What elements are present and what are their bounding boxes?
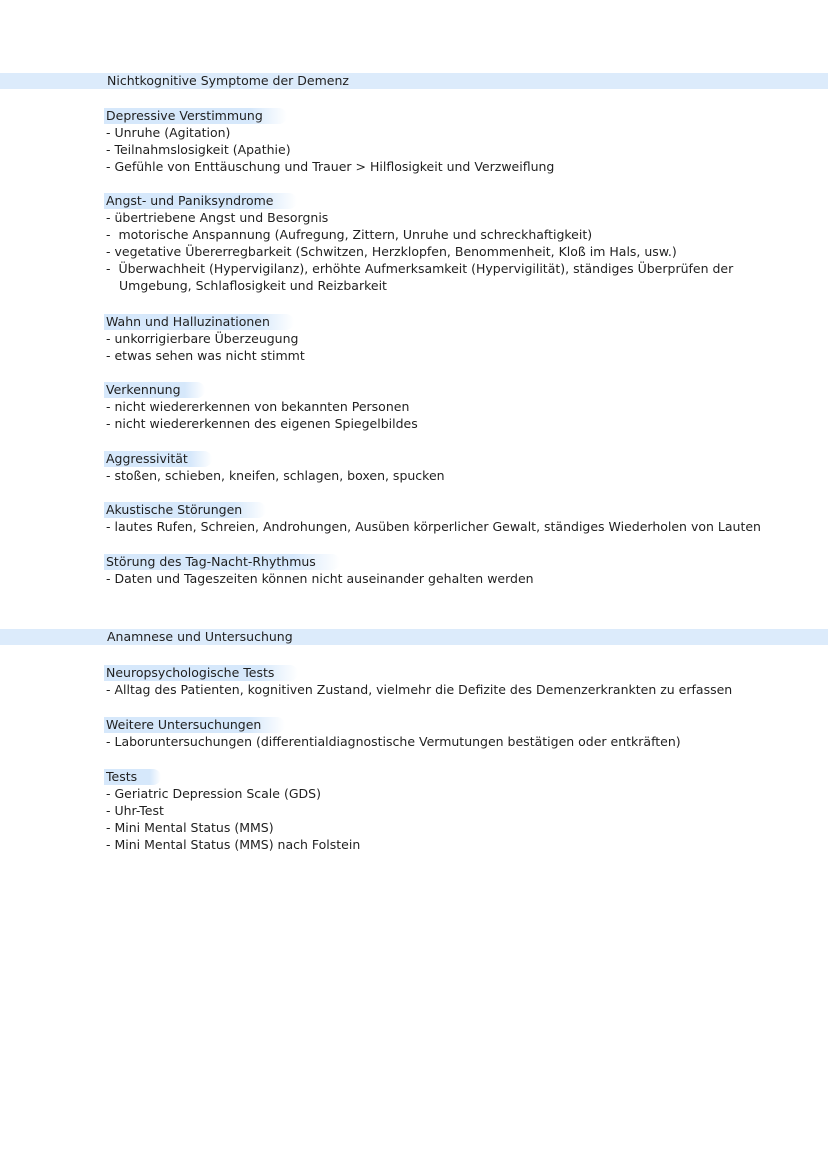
item-list [106,785,796,853]
list-item: - Teilnahmslosigkeit (Apathie) [106,142,291,157]
list-item: - vegetative Übererregbarkeit (Schwitzen, Herzklopfen, Benommenheit, Kloß im Hals, usw.) [106,244,677,259]
list-item: - nicht wiedererkennen des eigenen Spiegelbildes [106,416,418,431]
subheading: Akustische Störungen [104,502,266,518]
group-verkennung [106,381,796,432]
subheading: Depressive Verstimmung [104,108,287,124]
list-item: - etwas sehen was nicht stimmt [106,348,305,363]
subheading: Störung des Tag-Nacht-Rhythmus [104,554,340,570]
list-item: - Daten und Tageszeiten können nicht auseinander gehalten werden [106,571,534,586]
list-item: - übertriebene Angst und Besorgnis [106,210,329,225]
list-item: - Uhr-Test [106,803,164,818]
group-tests [106,768,796,853]
item-list [106,518,796,535]
list-item: - Alltag des Patienten, kognitiven Zustand, vielmehr die Defizite des Demenzerkrankten zu erfassen [106,682,733,697]
list-item: - Unruhe (Agitation) [106,125,231,140]
group-angst-paniksyndrome [106,192,796,294]
list-item: - Laboruntersuchungen (differentialdiagnostische Vermutungen bestätigen oder entkräften) [106,734,681,749]
section-title-symptoms: Nichtkognitive Symptome der Demenz [107,73,349,88]
item-list [106,209,796,294]
item-list [106,398,796,432]
group-neuropsychologische-tests [106,664,796,698]
item-list [106,124,796,175]
list-item: - motorische Anspannung (Aufregung, Zittern, Unruhe und schreckhaftigkeit) [106,227,593,242]
list-item: - Überwachheit (Hypervigilanz), erhöhte Aufmerksamkeit (Hypervigilität), ständiges Überprüfen der Umgebung, Schlaflosigkeit und Reizbarkeit [106,261,738,293]
item-list [106,733,796,750]
item-list [106,570,796,587]
group-akustische-stoerungen [106,501,796,535]
list-item: - unkorrigierbare Überzeugung [106,331,299,346]
subheading: Tests [104,769,161,785]
group-aggressivitaet [106,450,796,484]
subheading: Neuropsychologische Tests [104,665,298,681]
subheading: Weitere Untersuchungen [104,717,285,733]
item-list [106,681,796,698]
subheading: Angst- und Paniksyndrome [104,193,297,209]
list-item: - stoßen, schieben, kneifen, schlagen, boxen, spucken [106,468,445,483]
group-tag-nacht-rhythmus [106,553,796,587]
list-item: - Mini Mental Status (MMS) [106,820,274,835]
list-item: - nicht wiedererkennen von bekannten Personen [106,399,410,414]
group-wahn-halluzinationen [106,313,796,364]
list-item: - lautes Rufen, Schreien, Androhungen, Ausüben körperlicher Gewalt, ständiges Wiederholen von Lauten [106,519,761,534]
group-weitere-untersuchungen [106,716,796,750]
item-list [106,330,796,364]
item-list [106,467,796,484]
group-depressive-verstimmung [106,107,796,175]
list-item: - Geriatric Depression Scale (GDS) [106,786,321,801]
section-title-anamnese: Anamnese und Untersuchung [107,629,293,644]
list-item: - Gefühle von Enttäuschung und Trauer > Hilflosigkeit und Verzweiflung [106,159,555,174]
subheading: Wahn und Halluzinationen [104,314,294,330]
list-item: - Mini Mental Status (MMS) nach Folstein [106,837,361,852]
subheading: Verkennung [104,382,205,398]
subheading: Aggressivität [104,451,212,467]
